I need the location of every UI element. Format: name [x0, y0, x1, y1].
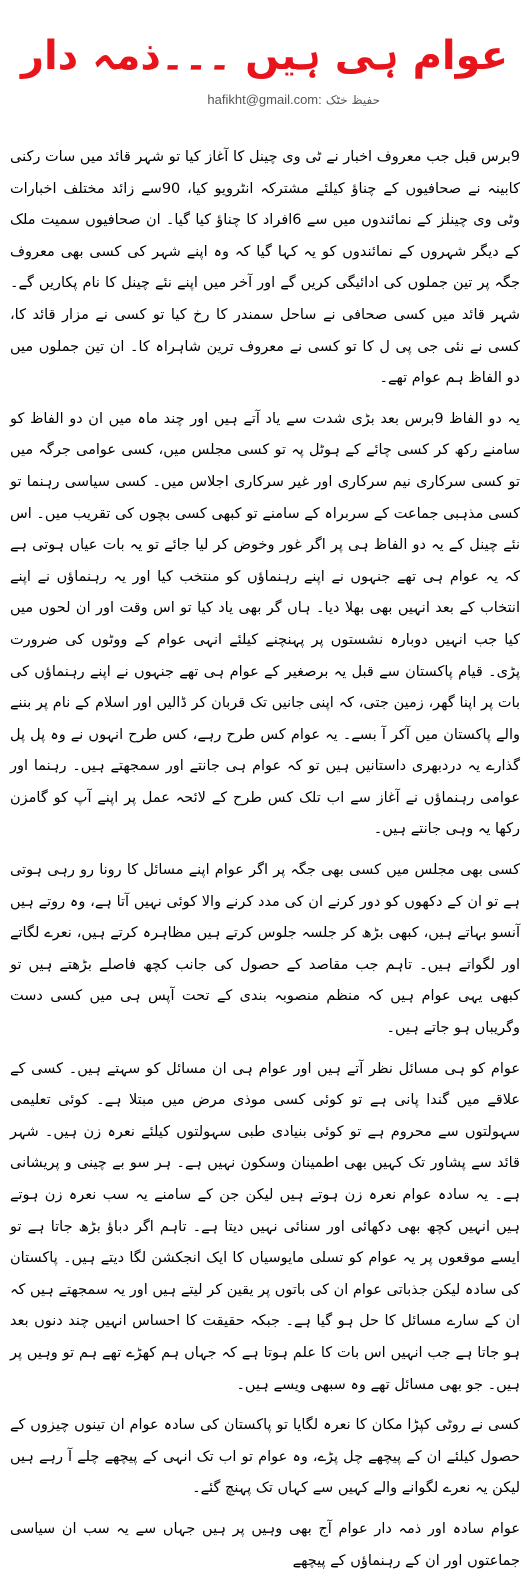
paragraph: کسی نے روٹی کپڑا مکان کا نعرہ لگایا تو پاکستان کی سادہ عوام ان تینوں چیزوں کے حصول کیلئے ان کے پیچھے چل پڑے، وہ عوام تو اب تک انہی کے پیچھے چلے آ رہے ہیں لیکن یہ نعرے لگوانے والے کہیں سے کہاں تک پہنچ گئے۔ — [10, 1417, 520, 1497]
paragraph: کسی بھی مجلس میں کسی بھی جگہ پر اگر عوام اپنے مسائل کا رونا رو رہی ہوتی ہے تو ان کے دکھوں کو دور کرنے ان کی مدد کرنے والا کوئی نہیں آتا ہے، وہ روتے ہیں آنسو بہاتے ہیں، کبھی بڑھ کر جلسہ جلوس کرتے ہیں مظاہرہ کرتے ہیں، نعرے لگاتے اور لگواتے ہیں۔ تاہم جب مقاصد کے حصول کی جانب کچھ فاصلے بڑھتے ہیں تو کبھی یہی عوام ہیں کہ منظم منصوبہ بندی کے تحت آپس ہی میں کسی دست وگریباں ہو جاتے ہیں۔ — [10, 862, 520, 1037]
author-name: حفیظ خٹک — [325, 93, 380, 107]
author-byline — [150, 92, 380, 108]
author-email: hafikht@gmail.com: — [207, 92, 322, 107]
paragraph: عوام سادہ اور ذمہ دار عوام آج بھی وہیں پر ہیں جہاں سے یہ سب ان سیاسی جماعتوں اور ان کے رہنماؤں کے پیچھے — [10, 1520, 520, 1569]
article-body — [10, 142, 520, 1569]
paragraph: 9برس قبل جب معروف اخبار نے ٹی وی چینل کا آغاز کیا تو شہر قائد میں سات رکنی کابینہ نے صحافیوں کے چناؤ کیلئے مشترکہ انٹرویو کیا، 90سے زائد مختلف اخبارات وٹی وی چینلز کے نمائندوں میں سے 6افراد کا چناؤ کیا گیا۔ ان صحافیوں سمیت ملک کے دیگر شہروں کے نمائندوں کو یہ کہا گیا کہ وہ اپنے شہر کی کسی بھی معروف جگہ پر تین جملوں کی ادائیگی کریں گے اور آخر میں اپنے نئے چینل کا نام پکاریں گے۔ شہر قائد میں کسی صحافی نے ساحل سمندر کا رخ کیا تو کسی نے مزار قائد کا، کسی نے نئی جی پی ل کا تو کسی نے معروف ترین شاہراہ کا۔ ان تین جملوں میں دو الفاظ ہم عوام تھے۔ — [10, 149, 520, 387]
paragraph: عوام کو ہی مسائل نظر آتے ہیں اور عوام ہی ان مسائل کو سہتے ہیں۔ کسی کے علاقے میں گندا پانی ہے تو کوئی کسی موذی مرض میں مبتلا ہے۔ کوئی تعلیمی سہولتوں سے محروم ہے تو کوئی بنیادی طبی سہولتوں کیلئے نعرہ زن ہیں۔ شہر قائد سے پشاور تک کہیں بھی اطمینان وسکون نہیں ہے۔ ہر سو بے چینی و پریشانی ہے۔ یہ سادہ عوام نعرہ زن ہوتے ہیں لیکن جن کے سامنے یہ سب نعرہ زن ہوتے ہیں انہیں کچھ بھی دکھائی اور سنائی نہیں دیتا ہے۔ تاہم اگر دباؤ بڑھ جاتا ہے تو ایسے موقعوں پر یہ عوام کو تسلی مایوسیاں کا ایک انجکشن لگا دیتے ہیں۔ پاکستان کی سادہ لیکن جذباتی عوام ان کی باتوں پر یقین کر لیتے ہیں اور یہ سمجھتے ہیں کہ ان کے سارے مسائل کا حل ہو گیا ہے۔ جبکہ حقیقت کا احساس انہیں چند دنوں بعد ہو جاتا ہے جب انہیں اس بات کا علم ہوتا ہے کہ جہاں ہم کھڑے تھے ہم تو وہیں پر ہیں۔ جو بھی مسائل تھے وہ سبھی ویسے ہیں۔ — [10, 1060, 520, 1393]
article-title: عوام ہی ہیں ۔۔۔ذمہ دار — [20, 33, 509, 79]
paragraph: یہ دو الفاظ 9برس بعد بڑی شدت سے یاد آتے ہیں اور چند ماہ میں ان دو الفاظ کو سامنے رکھ کر کسی چائے کے ہوٹل پہ تو کسی مجلس میں، کسی عوامی جرگہ میں تو کسی سرکاری نیم سرکاری اور غیر سرکاری اجلاس میں۔ کسی سیاسی رہنما تو کسی مذہبی جماعت کے سربراہ کے سامنے تو کبھی کسی بچوں کی تقریب میں۔ اس نئے چینل کے یہ دو الفاظ ہی پر اگر غور وخوض کر لیا جائے تو یہ بات عیاں ہوتی ہے کہ یہ عوام ہی تھے جنہوں نے اپنے رہنماؤں کو منتخب کیا اور یہ رہنماؤں نے اپنے انتخاب کے بعد انہیں بھی بھلا دیا۔ ہاں گر بھی یاد کیا تو اس وقت اور ان لحوں میں کیا جب انہیں دوبارہ نشستوں پر پہنچنے کیلئے انہی عوام کے ووٹوں کی ضرورت پڑی۔ قیام پاکستان سے قبل یہ برصغیر کے عوام ہی تھے جنہوں نے اپنے رہنماؤں کی بات پر اپنا گھر، زمین جتی، کہ اپنی جانیں تک قربان کر ڈالیں اور اسلام کے نام پر بننے والے پاکستان میں آکر آ بسے۔ یہ عوام کس طرح رہے، کس طرح انہوں نے وہ پل پل گذارے یہ دردبھری داستانیں ہیں تو کہ عوام ہی جانتے اور سمجھتے ہیں۔ رہنما اور عوامی رہنماؤں نے آغاز سے اب تلک کس طرح کے لائحہ عمل پر اپنے آپ کو گامزن رکھا یہ وہی جانتے ہیں۔ — [10, 410, 520, 838]
